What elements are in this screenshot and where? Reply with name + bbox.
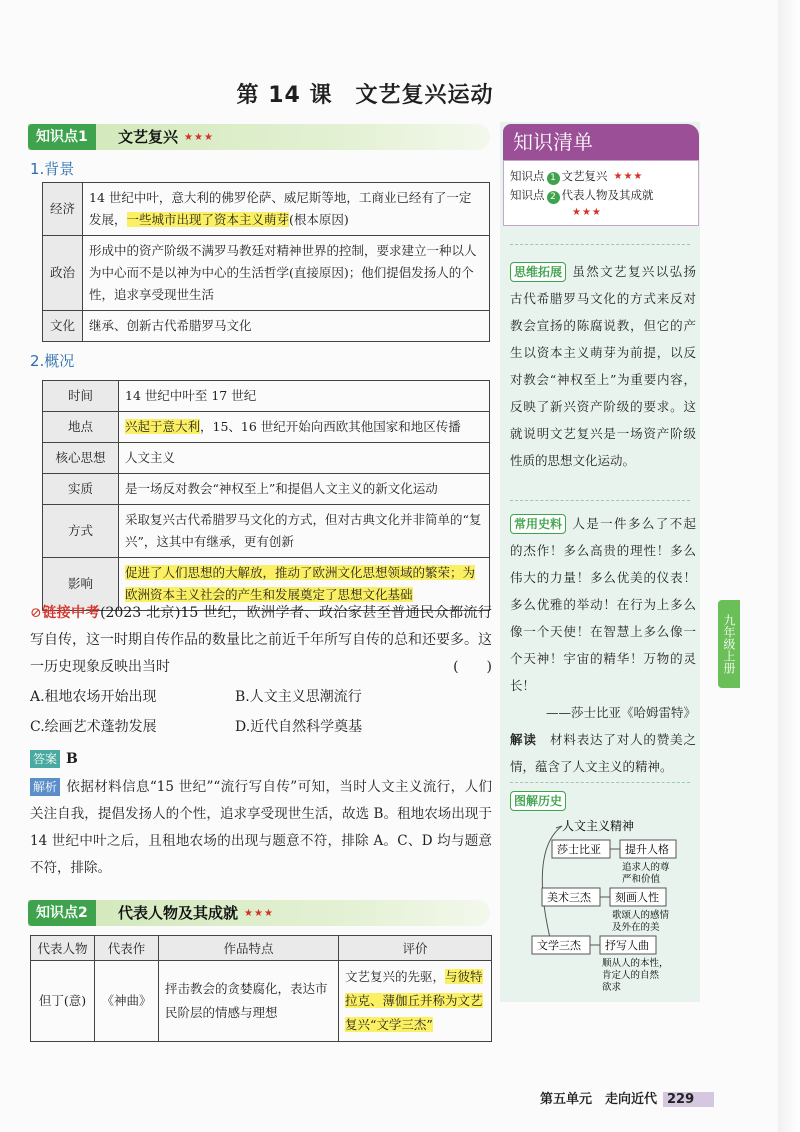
svg-text:及外在的美: 及外在的美: [612, 922, 660, 933]
svg-text:追求人的尊: 追求人的尊: [622, 862, 670, 873]
row-text: 采取复兴古代希腊罗马文化的方式，但对古典文化并非简单的“复兴”，这其中有继承，更有创新: [119, 505, 490, 558]
source-tag: 常用史料: [510, 514, 566, 534]
kp2-tag: 知识点2: [28, 900, 96, 926]
table-header-row: [31, 936, 492, 961]
row-text: 是一场反对教会“神权至上”和提倡人文主义的新文化运动: [119, 474, 490, 505]
page-title: 第 14 课 文艺复兴运动: [236, 83, 494, 108]
checklist-item[interactable]: 知识点 1 文艺复兴 ★★★: [510, 169, 644, 183]
row-label: 影响: [43, 558, 119, 611]
stars-icon: ★★★: [184, 131, 214, 143]
row-label: 文化: [43, 311, 83, 342]
kp1-tag: 知识点1: [28, 124, 96, 150]
interp: 解读 材料表达了对人的赞美之情，蕴含了人文主义的精神。: [510, 732, 696, 774]
answer-value: B: [66, 751, 78, 767]
thinking-tag: 思维拓展: [510, 262, 566, 282]
row-label: 经济: [43, 183, 83, 236]
page-edge: [778, 0, 800, 1132]
checklist-title: 知识清单: [503, 124, 699, 160]
option-a[interactable]: A.租地农场开始出现: [30, 689, 157, 705]
source-block: 常用史料 人是一件多么了不起的杰作！多么高贵的理性！多么伟大的力量！多么优美的仪表！多么优雅的举动！在行为上多么像一个天使！在智慧上多么像一个天神！宇宙的精华！万物的灵长！ ——莎士比亚《哈姆雷特》 解读 材料表达了对人的赞美之情，蕴含了人文主义的精神。: [510, 510, 696, 780]
cell-feature: 抨击教会的贪婪腐化，表达市民阶层的情感与理想: [159, 961, 339, 1042]
exam-tag: 链接中考: [41, 605, 101, 621]
concept-diagram: [510, 790, 696, 1000]
row-text: 14 世纪中叶至 17 世纪: [119, 381, 490, 412]
table-row: [43, 381, 490, 412]
col-header: 代表人物: [31, 936, 95, 961]
options-row: [30, 686, 440, 706]
svg-text:莎士比亚: 莎士比亚: [557, 843, 601, 856]
svg-text:美术三杰: 美术三杰: [547, 891, 591, 904]
divider: [510, 500, 690, 501]
table-row: [43, 183, 490, 236]
table-row: [43, 474, 490, 505]
background-heading: 1.背景: [30, 160, 75, 178]
background-table: [42, 182, 490, 342]
page-number: 229: [663, 1092, 714, 1107]
row-text: 形成中的资产阶级不满罗马教廷对精神世界的控制，要求建立一种以人为中心而不是以神为中心的生活哲学(直接原因)；他们提倡发扬人的个性，追求享受现世生活: [83, 236, 490, 311]
table-row: [31, 961, 492, 1042]
cell-work: 《神曲》: [95, 961, 159, 1042]
divider: [510, 782, 690, 783]
kp1-header: [28, 124, 490, 150]
thinking-block: 思维拓展 虽然文艺复兴以弘扬古代希腊罗马文化的方式来反对教会宣扬的陈腐说教，但它的产生以资本主义萌芽为前提，以反对教会“神权至上”为重要内容，反映了新兴资产阶级的要求。这就说明文艺复兴是一场资产阶级性质的思想文化运动。: [510, 264, 696, 468]
row-label: 地点: [43, 412, 119, 443]
divider: [510, 244, 690, 245]
kp2-title: 代表人物及其成就 ★★★: [118, 904, 274, 922]
svg-text:刻画人性: 刻画人性: [615, 891, 659, 904]
col-header: 评价: [339, 936, 492, 961]
stars-icon: ★★★: [244, 907, 274, 919]
table-row: [43, 236, 490, 311]
cell-eval: 文艺复兴的先驱，与彼特拉克、薄伽丘并称为文艺复兴“文学三杰”: [339, 961, 492, 1042]
analysis-tag: 解析: [30, 778, 60, 796]
highlight: 一些城市出现了资本主义萌芽: [126, 212, 290, 227]
svg-text:抒写人曲: 抒写人曲: [605, 939, 649, 952]
row-text: 继承、创新古代希腊罗马文化: [83, 311, 490, 342]
kp1-title: 文艺复兴 ★★★: [118, 128, 214, 146]
table-row: [43, 311, 490, 342]
analysis-text: 解析 依据材料信息“15 世纪”“流行写自传”可知，当时人文主义流行，人们关注自我，提倡发扬人的个性，追求享受现世生活，故选 B。租地农场出现于 14 世纪中叶之后，且租地农场的出现与题意不符，排除 A。C、D 均与题意不符，排除。: [30, 779, 492, 876]
option-b[interactable]: B.人文主义思潮流行: [235, 689, 362, 705]
footer: [540, 1088, 714, 1107]
kp2-header: [28, 900, 490, 926]
row-text: 促进了人们思想的大解放，推动了欧洲文化思想领域的繁荣；为欧洲资本主义社会的产生和发展奠定了思想文化基础: [119, 558, 490, 611]
col-header: 作品特点: [159, 936, 339, 961]
exam-question: [30, 600, 492, 681]
row-label: 实质: [43, 474, 119, 505]
svg-text:文学三杰: 文学三杰: [537, 939, 581, 952]
cell-person: 但丁(意): [31, 961, 95, 1042]
unit-title: 第五单元 走向近代: [540, 1092, 658, 1107]
row-label: 政治: [43, 236, 83, 311]
exam-stem: (2023 北京)15 世纪，欧洲学者、政治家甚至普通民众都流行写自传，这一时期自传作品的数量比之前近千年所写自传的总和还要多。这一历史现象反映出当时: [30, 605, 492, 675]
stars-icon: ★★★: [572, 207, 602, 218]
option-d[interactable]: D.近代自然科学奠基: [235, 719, 363, 735]
overview-table: [42, 380, 490, 611]
link-icon: ⊘: [30, 605, 42, 621]
row-text: 14 世纪中叶，意大利的佛罗伦萨、威尼斯等地，工商业已经有了一定发展，一些城市出现了资本主义萌芽(根本原因): [83, 183, 490, 236]
svg-text:肯定人的自然: 肯定人的自然: [602, 970, 660, 981]
option-c[interactable]: C.绘画艺术蓬勃发展: [30, 719, 157, 735]
works-table: [30, 935, 492, 1042]
svg-text:顺从人的本性，: 顺从人的本性，: [602, 958, 669, 969]
svg-text:欲求: 欲求: [602, 982, 622, 993]
diagram-tag: 图解历史: [510, 791, 566, 811]
answer-paren: ( ): [453, 659, 492, 675]
checklist: [503, 160, 699, 226]
table-row: [43, 505, 490, 558]
table-row: [43, 443, 490, 474]
grade-tab[interactable]: 九年级上册: [718, 600, 740, 688]
options-row: [30, 716, 440, 736]
table-row: [43, 412, 490, 443]
row-label: 方式: [43, 505, 119, 558]
row-text: 兴起于意大利，15、16 世纪开始向西欧其他国家和地区传播: [119, 412, 490, 443]
checklist-item[interactable]: 知识点 2 代表人物及其成就: [510, 187, 654, 202]
overview-heading: 2.概况: [30, 352, 75, 370]
svg-text:歌颂人的感情: 歌颂人的感情: [612, 910, 670, 921]
col-header: 代表作: [95, 936, 159, 961]
row-label: 时间: [43, 381, 119, 412]
row-label: 核心思想: [43, 443, 119, 474]
answer-tag: 答案: [30, 750, 60, 768]
diagram-root: 人文主义精神: [562, 819, 635, 833]
answer-row: [30, 750, 78, 768]
svg-text:提升人格: 提升人格: [625, 843, 669, 856]
row-text: 人文主义: [119, 443, 490, 474]
svg-text:严和价值: 严和价值: [622, 874, 661, 885]
source-cite: ——莎士比亚《哈姆雷特》: [545, 705, 696, 720]
